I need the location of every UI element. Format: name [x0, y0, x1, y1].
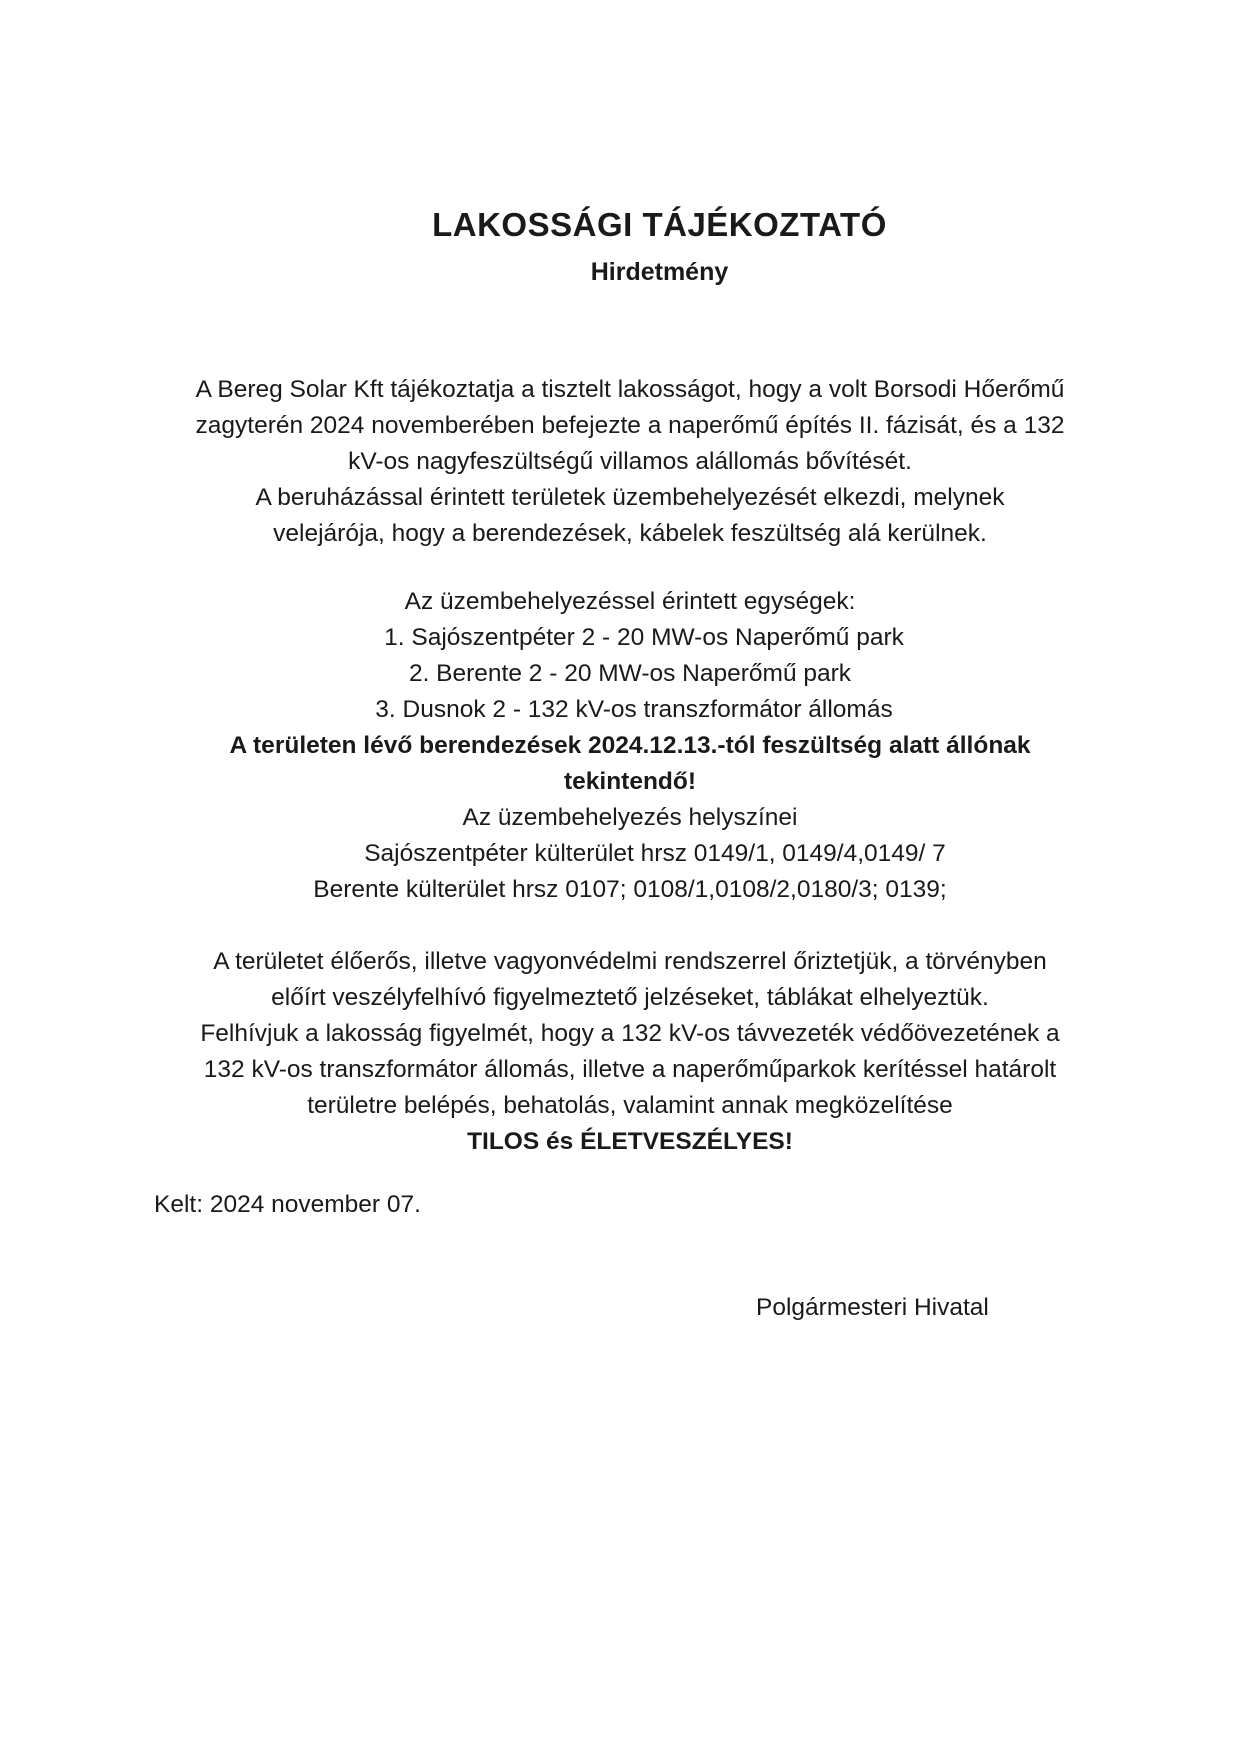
warning-line: előírt veszélyfelhívó figyelmeztető jelzéseket, táblákat elhelyeztük. [271, 984, 989, 1011]
energized-notice: A területen lévő berendezések 2024.12.13.-tól feszültség alatt állónak [229, 732, 1031, 759]
danger-emphasis: TILOS és ÉLETVESZÉLYES! [467, 1128, 793, 1155]
unit-item: 2. Berente 2 - 20 MW-os Naperőmű park [408, 660, 852, 687]
warning-line: Felhívjuk a lakosság figyelmét, hogy a 132 kV-os távvezeték védőövezetének a [200, 1020, 1060, 1047]
intro-line: zagyterén 2024 novemberében befejezte a naperőmű építés II. fázisát, és a 132 [195, 412, 1065, 439]
intro-line: A Bereg Solar Kft tájékoztatja a tisztelt lakosságot, hogy a volt Borsodi Hőerőmű [195, 376, 1065, 403]
signature-office: Polgármesteri Hivatal [756, 1294, 989, 1321]
warning-paragraph [120, 944, 1140, 1160]
warning-line: területre belépés, behatolás, valamint annak megközelítése [307, 1092, 953, 1119]
unit-item: 3. Dusnok 2 - 132 kV-os transzformátor állomás [375, 696, 893, 723]
unit-item: 1. Sajószentpéter 2 - 20 MW-os Naperőmű park [384, 624, 904, 651]
intro-paragraph [120, 372, 1140, 552]
locations-heading: Az üzembehelyezés helyszínei [462, 804, 798, 831]
warning-line: 132 kV-os transzformátor állomás, illetve a naperőműparkok kerítéssel határolt [203, 1056, 1057, 1083]
units-section [120, 584, 1140, 908]
units-heading: Az üzembehelyezéssel érintett egységek: [404, 588, 856, 615]
intro-line: A beruházással érintett területek üzembehelyezését elkezdi, melynek [255, 484, 1005, 511]
document-subtitle: Hirdetmény [590, 258, 729, 286]
energized-notice: tekintendő! [563, 768, 697, 795]
location-item: Sajószentpéter külterület hrsz 0149/1, 0149/4,0149/ 7 [364, 840, 946, 867]
intro-line: kV-os nagyfeszültségű villamos alállomás bővítését. [348, 448, 912, 475]
issue-date: Kelt: 2024 november 07. [154, 1191, 421, 1218]
intro-line: velejárója, hogy a berendezések, kábelek feszültség alá kerülnek. [273, 520, 987, 547]
document-title: LAKOSSÁGI TÁJÉKOZTATÓ [432, 206, 887, 243]
location-item: Berente külterület hrsz 0107; 0108/1,0108/2,0180/3; 0139; [313, 876, 947, 903]
warning-line: A területet élőerős, illetve vagyonvédelmi rendszerrel őriztetjük, a törvényben [213, 948, 1047, 975]
